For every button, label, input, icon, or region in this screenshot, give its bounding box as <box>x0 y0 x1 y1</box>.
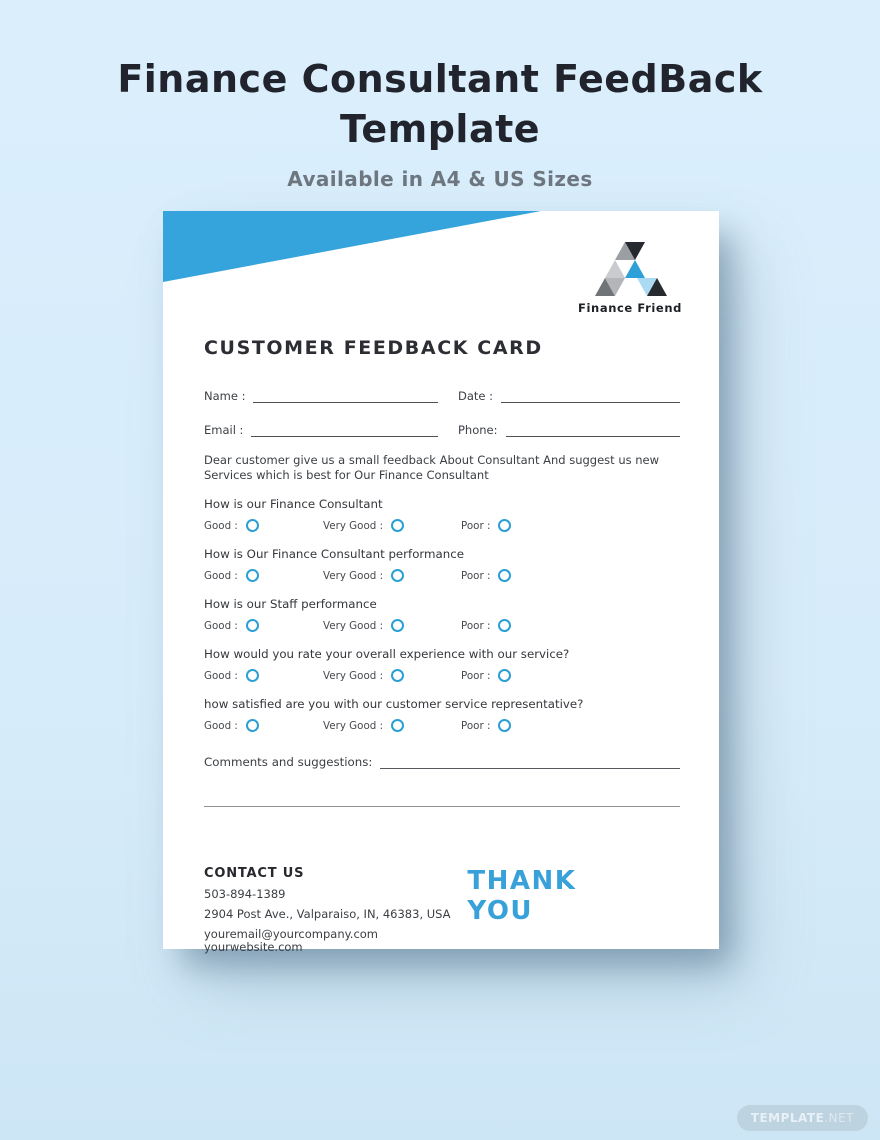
radio-poor[interactable] <box>498 519 511 532</box>
phone-input-line[interactable] <box>506 421 681 437</box>
document-footer <box>204 866 680 954</box>
email-input-line[interactable] <box>251 421 438 437</box>
radio-poor[interactable] <box>498 669 511 682</box>
intro-paragraph: Dear customer give us a small feedback About Consultant And suggest us new Services which is best for Our Finance Consultant <box>204 453 660 482</box>
email-label: Email : <box>204 423 244 437</box>
comments-label: Comments and suggestions: <box>204 755 373 769</box>
feedback-card-document <box>163 211 719 954</box>
radio-good[interactable] <box>246 669 259 682</box>
phone-label: Phone: <box>458 423 498 437</box>
page-subtitle: Available in A4 & US Sizes <box>287 167 593 191</box>
radio-very-good[interactable] <box>391 669 404 682</box>
thank-you-text: THANK YOU <box>467 866 577 926</box>
very-good-label: Very Good : <box>323 719 384 732</box>
good-label: Good : <box>204 569 238 582</box>
watermark-bold: TEMPLATE <box>750 1111 825 1125</box>
comments-input-line-2[interactable] <box>204 806 680 807</box>
radio-very-good[interactable] <box>391 519 404 532</box>
question-3 <box>204 597 680 632</box>
contact-phone: 503-894-1389 <box>204 887 286 901</box>
question-text: How is our Staff performance <box>204 597 377 611</box>
contact-heading: CONTACT US <box>204 866 305 881</box>
good-label: Good : <box>204 669 238 682</box>
radio-good[interactable] <box>246 619 259 632</box>
comments-input-line[interactable] <box>380 753 680 769</box>
date-input-line[interactable] <box>501 387 680 403</box>
radio-very-good[interactable] <box>391 719 404 732</box>
page-title-line2: Template <box>339 107 541 151</box>
radio-good[interactable] <box>246 519 259 532</box>
document-heading: CUSTOMER FEEDBACK CARD <box>204 337 543 359</box>
good-label: Good : <box>204 519 238 532</box>
name-input-line[interactable] <box>253 387 438 403</box>
page-title <box>0 0 880 154</box>
contact-fields <box>204 383 680 437</box>
question-text: How is Our Finance Consultant performance <box>204 547 464 561</box>
question-1 <box>204 497 680 532</box>
contact-email-website: youremail@yourcompany.com yourwebsite.com <box>204 927 379 954</box>
question-text: How is our Finance Consultant <box>204 497 383 511</box>
radio-poor[interactable] <box>498 619 511 632</box>
very-good-label: Very Good : <box>323 569 384 582</box>
template-net-badge[interactable] <box>737 1105 868 1131</box>
question-5 <box>204 697 680 732</box>
poor-label: Poor : <box>461 569 491 582</box>
radio-good[interactable] <box>246 719 259 732</box>
question-text: how satisfied are you with our customer service representative? <box>204 697 584 711</box>
contact-block <box>204 866 467 954</box>
logo-text: Finance Friend <box>578 301 682 315</box>
page-title-line1: Finance Consultant FeedBack <box>117 57 763 101</box>
contact-address: 2904 Post Ave., Valparaiso, IN, 46383, USA <box>204 907 451 921</box>
good-label: Good : <box>204 619 238 632</box>
poor-label: Poor : <box>461 519 491 532</box>
radio-poor[interactable] <box>498 719 511 732</box>
very-good-label: Very Good : <box>323 519 384 532</box>
poor-label: Poor : <box>461 719 491 732</box>
poor-label: Poor : <box>461 669 491 682</box>
watermark-rest: .NET <box>824 1111 854 1125</box>
question-text: How would you rate your overall experience with our service? <box>204 647 570 661</box>
radio-very-good[interactable] <box>391 569 404 582</box>
name-label: Name : <box>204 389 246 403</box>
question-2 <box>204 547 680 582</box>
radio-good[interactable] <box>246 569 259 582</box>
good-label: Good : <box>204 719 238 732</box>
question-4 <box>204 647 680 682</box>
radio-poor[interactable] <box>498 569 511 582</box>
poor-label: Poor : <box>461 619 491 632</box>
very-good-label: Very Good : <box>323 669 384 682</box>
radio-very-good[interactable] <box>391 619 404 632</box>
date-label: Date : <box>458 389 494 403</box>
very-good-label: Very Good : <box>323 619 384 632</box>
